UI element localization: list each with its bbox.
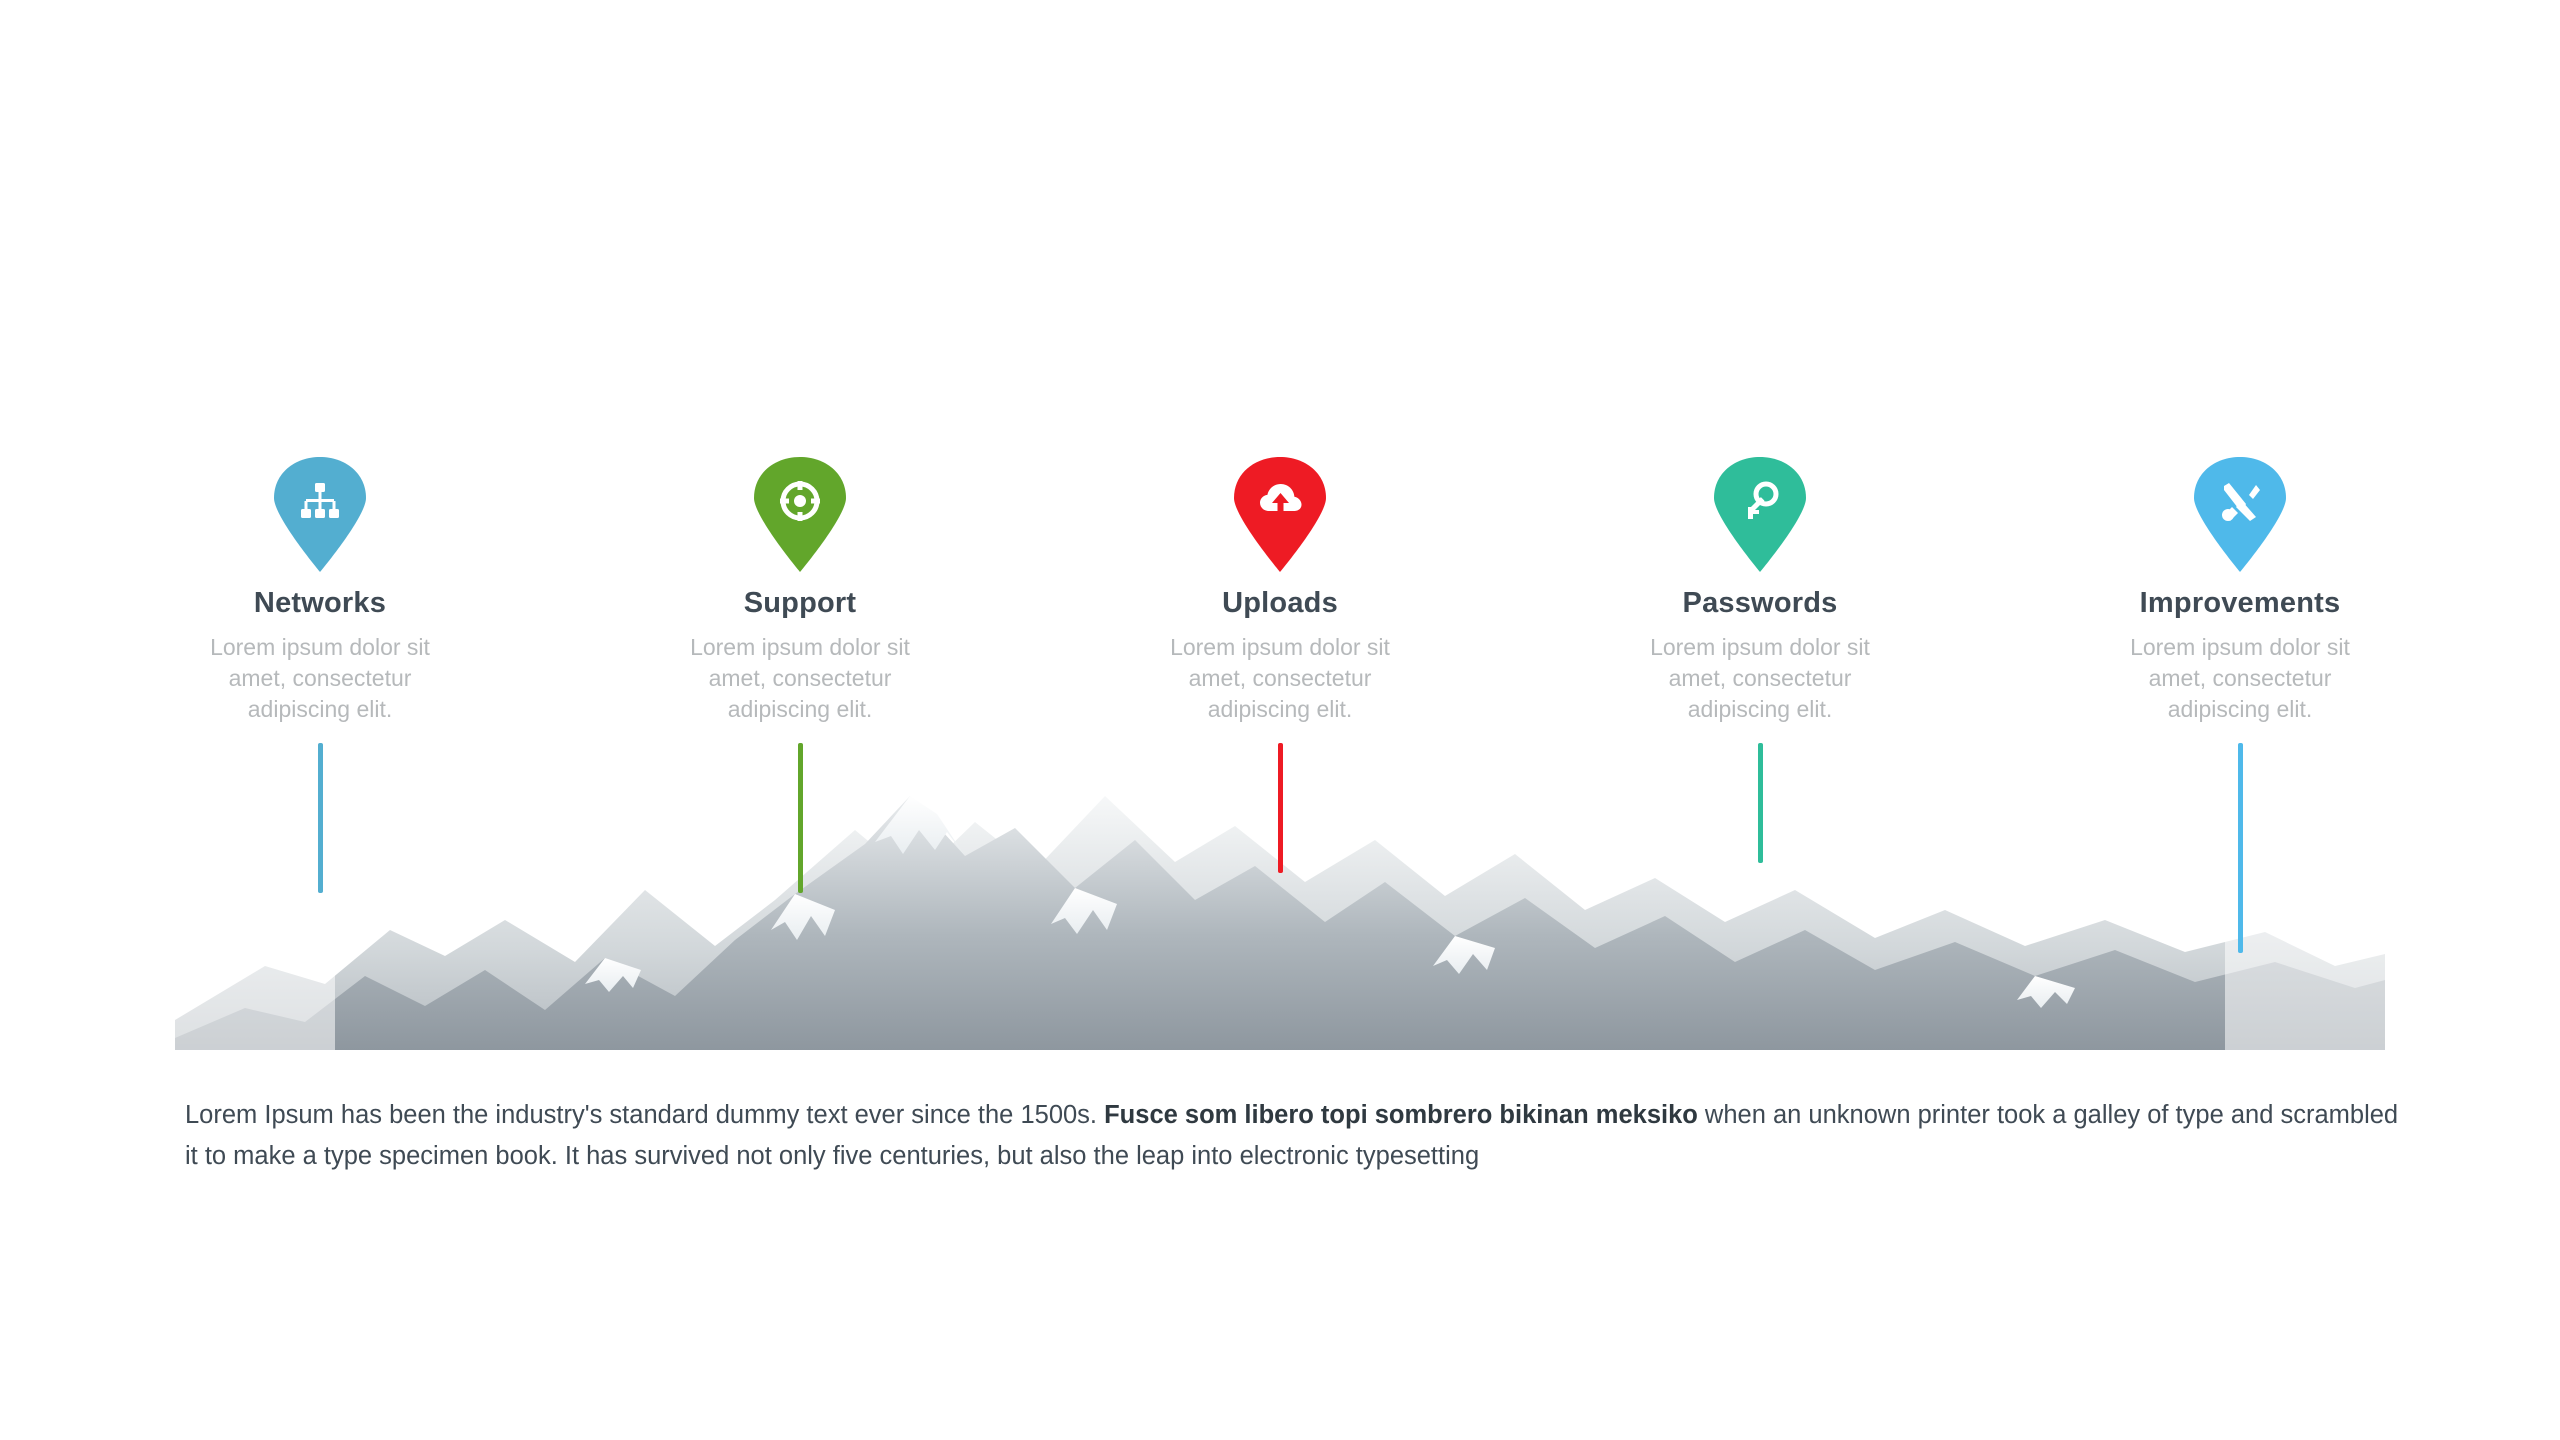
caption-paragraph <box>185 1095 2400 1178</box>
marker-uploads[interactable] <box>1130 455 1430 725</box>
key-icon <box>1736 477 1784 525</box>
marker-support[interactable] <box>650 455 950 725</box>
marker-stem <box>1758 743 1763 863</box>
pin-passwords[interactable] <box>1711 455 1809 573</box>
caption-lead: Lorem Ipsum has been the industry's standard dummy text ever since the 1500s. <box>185 1101 1105 1129</box>
marker-stem <box>2238 743 2243 953</box>
marker-description: Lorem ipsum dolor sit amet, consectetur adipiscing elit. <box>1650 634 1870 723</box>
marker-description: Lorem ipsum dolor sit amet, consectetur adipiscing elit. <box>2130 634 2350 723</box>
marker-description: Lorem ipsum dolor sit amet, consectetur adipiscing elit. <box>210 634 430 723</box>
marker-title: Passwords <box>1682 587 1838 619</box>
pin-support[interactable] <box>751 455 849 573</box>
marker-row <box>170 455 2390 975</box>
marker-networks[interactable] <box>170 455 470 725</box>
marker-description: Lorem ipsum dolor sit amet, consectetur adipiscing elit. <box>690 634 910 723</box>
pin-uploads[interactable] <box>1231 455 1329 573</box>
marker-stem <box>798 743 803 893</box>
caption-highlight: Fusce som libero topi sombrero bikinan meksiko <box>1104 1101 1698 1129</box>
sitemap-icon <box>296 477 344 525</box>
marker-description: Lorem ipsum dolor sit amet, consectetur adipiscing elit. <box>1170 634 1390 723</box>
lifebuoy-icon <box>776 477 824 525</box>
marker-passwords[interactable] <box>1610 455 1910 725</box>
marker-improvements[interactable] <box>2090 455 2390 725</box>
pin-improvements[interactable] <box>2191 455 2289 573</box>
marker-title: Uploads <box>1222 587 1338 619</box>
marker-title: Support <box>743 587 857 619</box>
tools-icon <box>2216 477 2264 525</box>
marker-title: Improvements <box>2139 587 2341 619</box>
marker-stem <box>1278 743 1283 873</box>
caption-tail: when an unknown printer took a galley of type and scrambled it to make a type specimen book. It has survived not only five centuries, but also the leap into electronic typesetting <box>185 1101 2399 1171</box>
pin-networks[interactable] <box>271 455 369 573</box>
marker-stem <box>318 743 323 893</box>
marker-title: Networks <box>253 587 387 619</box>
cloud-upload-icon <box>1256 477 1304 525</box>
